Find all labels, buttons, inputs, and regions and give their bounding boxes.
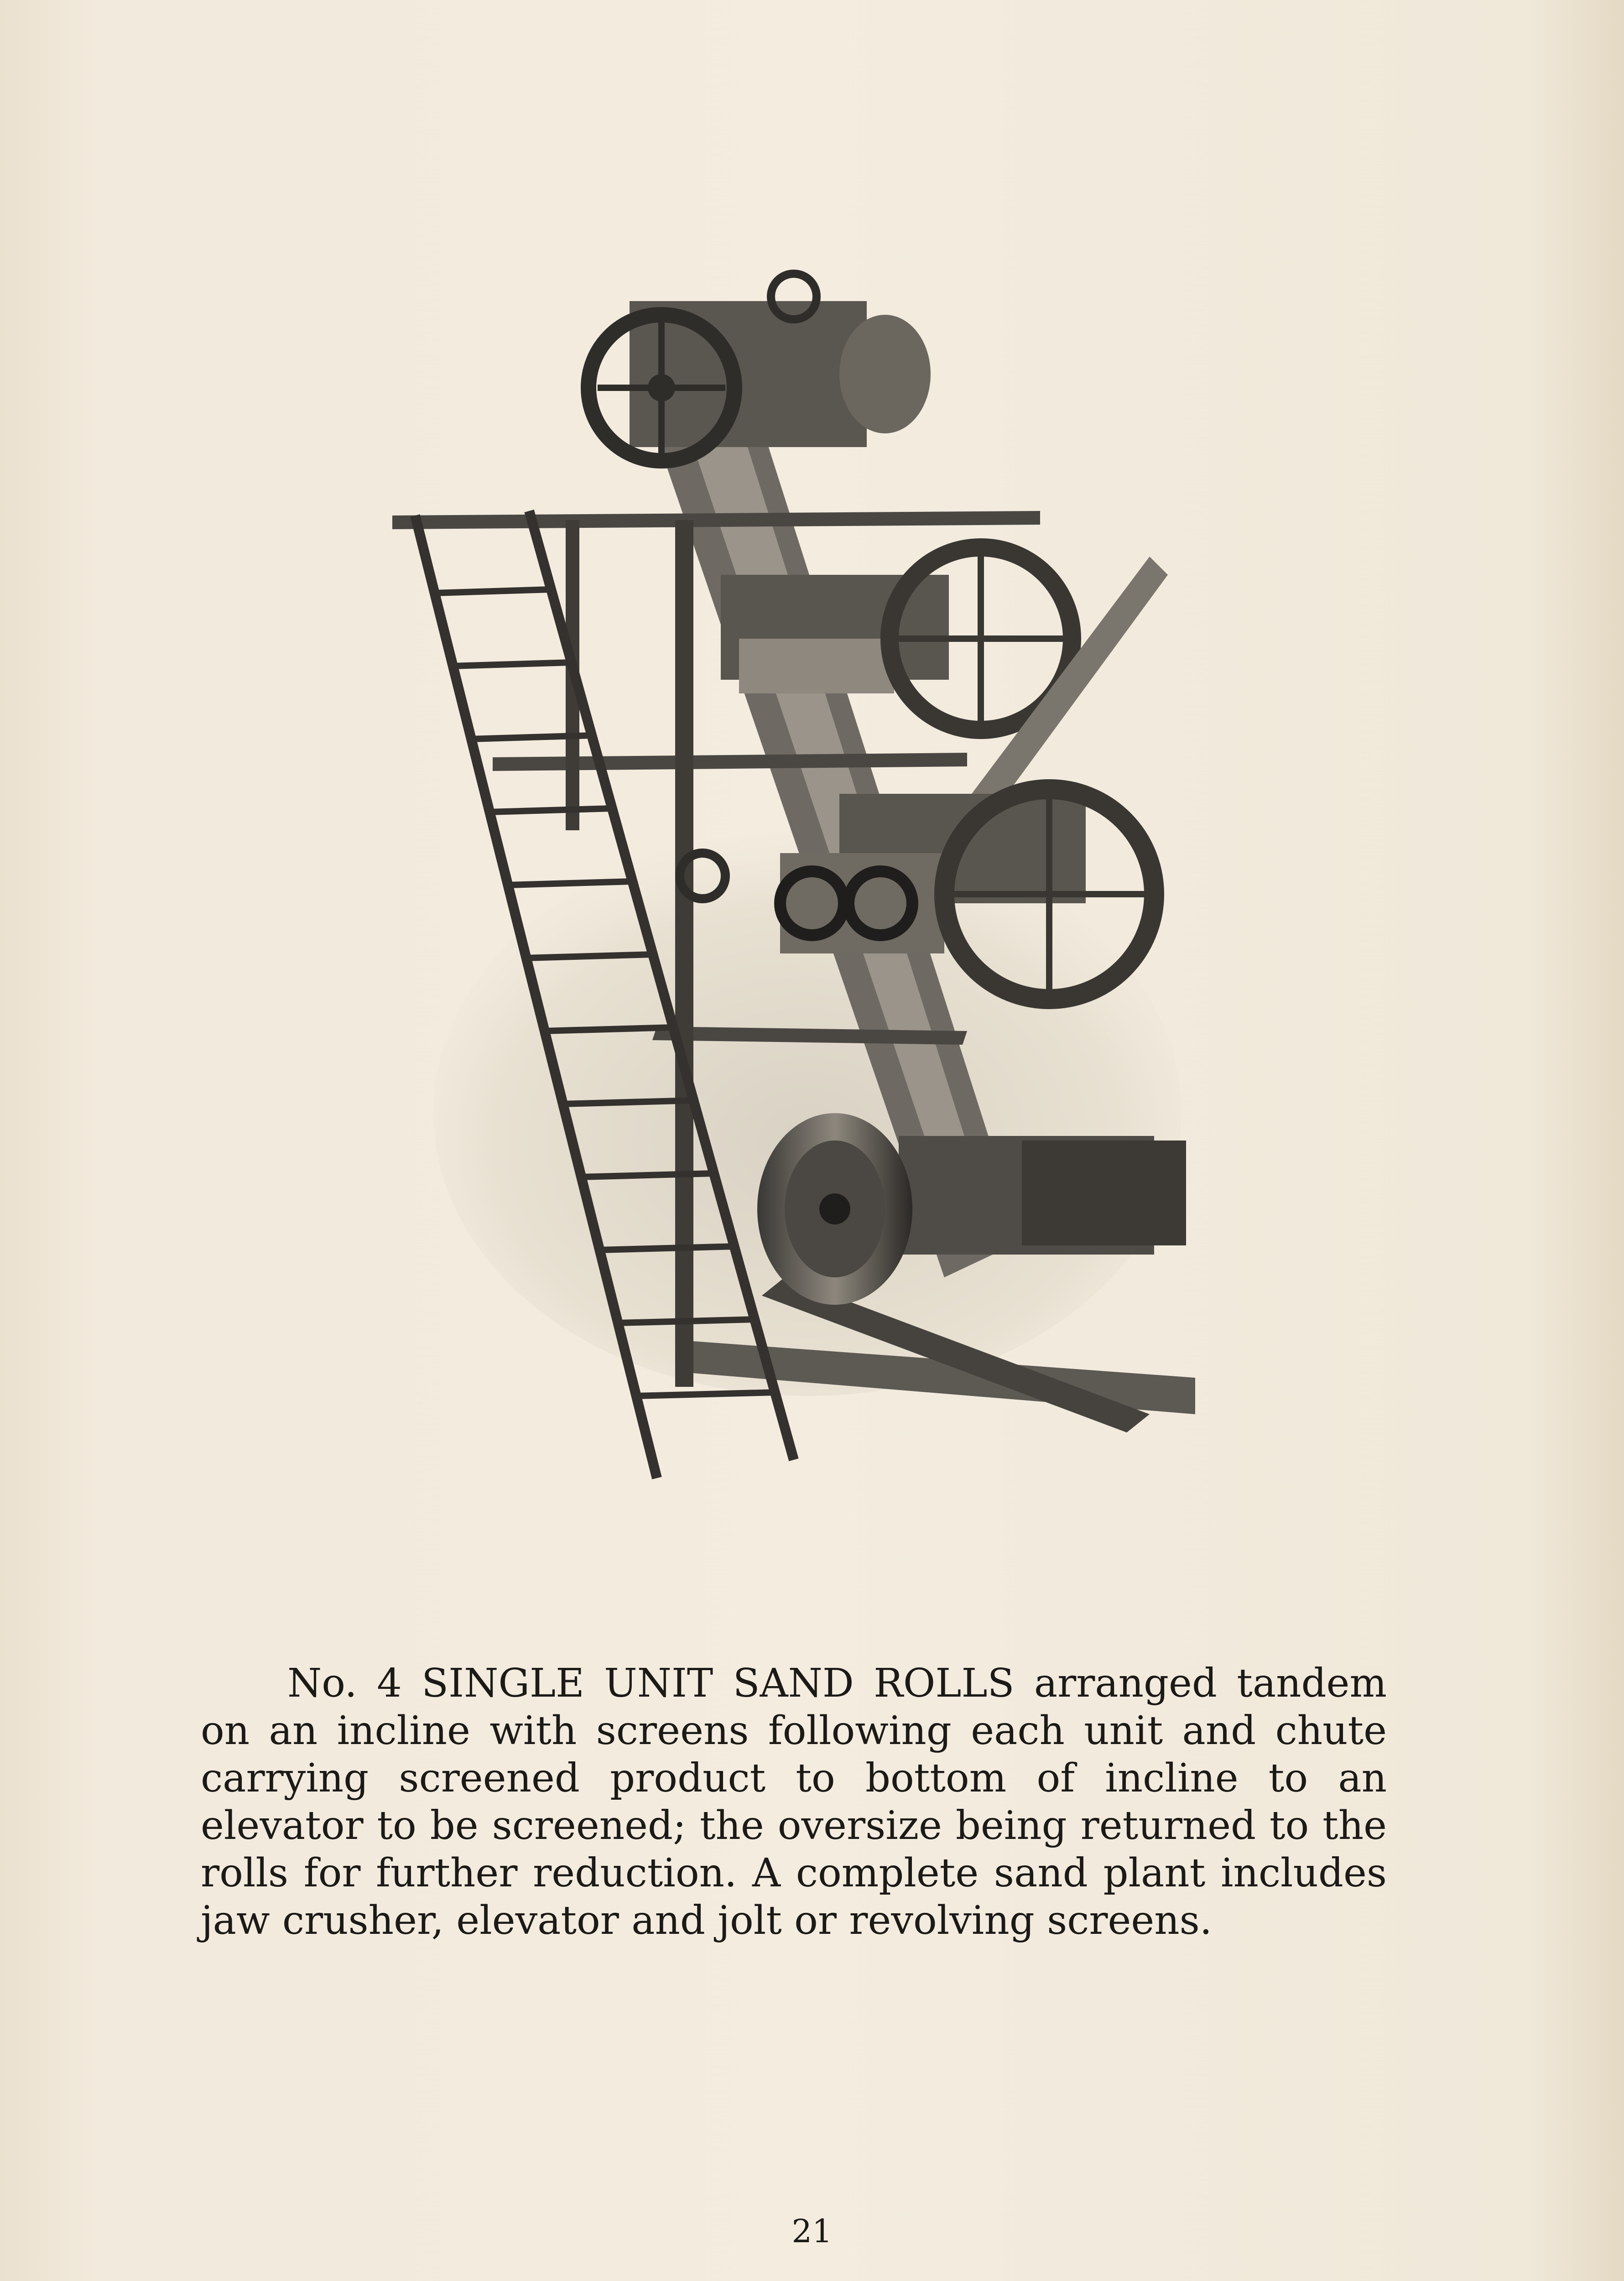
figure-caption: No. 4 SINGLE UNIT SAND ROLLS arranged tandem on an incline with screens following each unit and chute carrying screened product to bottom of incline to an elevator to be screened; the oversize being returned to the rolls for further reduction. A complete sand plant includes jaw crusher, elevator and jolt or revolving screens. <box>201 1661 1387 1943</box>
sand-rolls-machine-illustration <box>374 246 1195 1487</box>
page-number: 21 <box>791 2213 833 2250</box>
